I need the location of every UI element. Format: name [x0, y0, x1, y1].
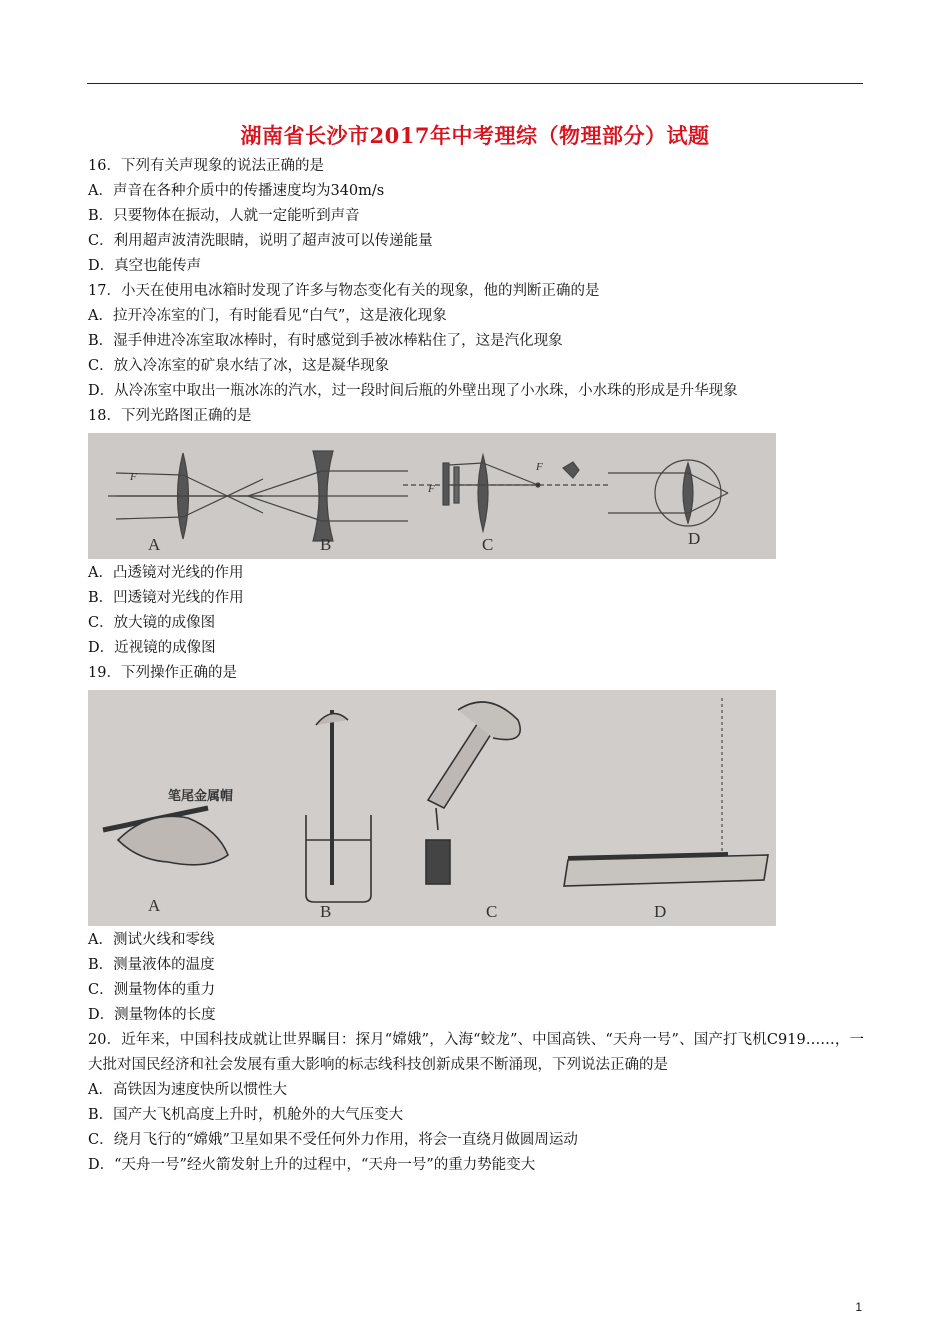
exam-content	[88, 154, 864, 1178]
q16-option-a: A．声音在各种介质中的传播速度均为340m/s	[88, 183, 385, 199]
q20-option-a: A．高铁因为速度快所以惯性大	[88, 1082, 287, 1098]
optics-label-d: D	[688, 529, 701, 548]
optics-label-c: C	[482, 535, 494, 554]
q20-option-c: C．绕月飞行的“嫦娥”卫星如果不受任何外力作用，将会一直绕月做圆周运动	[88, 1132, 578, 1148]
ops-label-b: B	[320, 902, 332, 921]
optics-focus-c-left: F	[428, 483, 435, 495]
q19-option-a: A．测试火线和零线	[88, 932, 215, 948]
q18-option-a: A．凸透镜对光线的作用	[88, 565, 244, 581]
optics-focus-a: F	[130, 471, 137, 483]
q18-option-d: D．近视镜的成像图	[88, 640, 216, 656]
q19-option-d: D．测量物体的长度	[88, 1007, 216, 1023]
ops-label-c: C	[486, 902, 498, 921]
page-number: 1	[855, 1300, 862, 1314]
question-16-stem: 16．下列有关声现象的说法正确的是	[88, 158, 324, 174]
ops-label-d: D	[654, 902, 667, 921]
operations-figure	[88, 690, 776, 926]
q16-option-d: D．真空也能传声	[88, 258, 202, 274]
optics-focus-c-right: F	[536, 461, 543, 473]
q18-option-c: C．放大镜的成像图	[88, 615, 216, 631]
optics-label-b: B	[320, 535, 332, 554]
q16-option-c: C．利用超声波清洗眼睛，说明了超声波可以传递能量	[88, 233, 433, 249]
optics-label-a: A	[148, 535, 161, 554]
header-rule	[87, 83, 863, 84]
question-17-stem: 17．小天在使用电冰箱时发现了许多与物态变化有关的现象，他的判断正确的是	[88, 283, 600, 299]
ops-caption: 笔尾金属帽	[168, 788, 234, 803]
optics-diagram	[88, 433, 776, 559]
q20-option-d: D．“天舟一号”经火箭发射上升的过程中，“天舟一号”的重力势能变大	[88, 1157, 536, 1173]
q17-option-a: A．拉开冷冻室的门，有时能看见“白气”，这是液化现象	[88, 308, 447, 324]
optics-figure	[88, 433, 776, 559]
page-title: 湖南省长沙市2017年中考理综（物理部分）试题	[240, 123, 710, 148]
q18-option-b: B．凹透镜对光线的作用	[88, 590, 244, 606]
q17-option-d: D．从冷冻室中取出一瓶冰冻的汽水，过一段时间后瓶的外壁出现了小水珠，小水珠的形成是升华现象	[88, 383, 738, 399]
question-20-stem: 20．近年来，中国科技成就让世界瞩目：探月“嫦娥”，入海“蛟龙”、中国高铁、“天舟一号”、国产打飞机C919……，一大批对国民经济和社会发展有重大影响的标志线科技创新成果不断涌现，下列说法正确的是	[88, 1032, 864, 1073]
q19-option-c: C．测量物体的重力	[88, 982, 216, 998]
operations-diagram	[88, 690, 776, 926]
question-19-stem: 19．下列操作正确的是	[88, 665, 237, 681]
question-18-stem: 18．下列光路图正确的是	[88, 408, 252, 424]
q20-option-b: B．国产大飞机高度上升时，机舱外的大气压变大	[88, 1107, 404, 1123]
q19-option-b: B．测量液体的温度	[88, 957, 215, 973]
q16-option-b: B．只要物体在振动，人就一定能听到声音	[88, 208, 360, 224]
q17-option-b: B．湿手伸进冷冻室取冰棒时，有时感觉到手被冰棒粘住了，这是汽化现象	[88, 333, 563, 349]
ops-label-a: A	[148, 896, 161, 915]
q17-option-c: C．放入冷冻室的矿泉水结了冰，这是凝华现象	[88, 358, 390, 374]
